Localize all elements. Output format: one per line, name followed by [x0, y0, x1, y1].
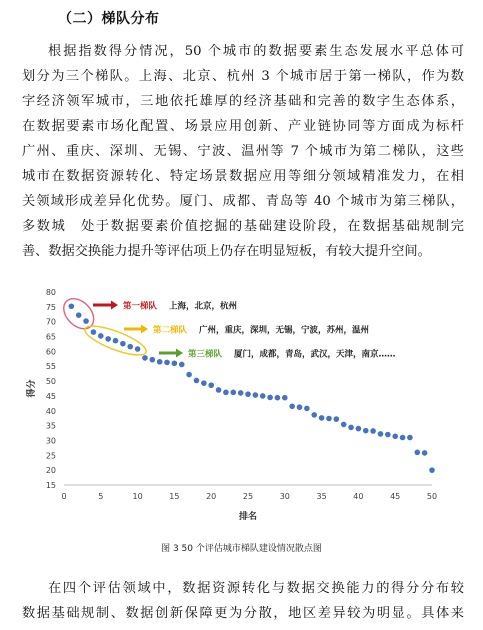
- data-point: [267, 395, 273, 401]
- tier-scatter-chart: [20, 280, 460, 530]
- data-point: [289, 404, 295, 410]
- data-point: [201, 380, 207, 386]
- data-point: [76, 312, 82, 318]
- data-point: [275, 395, 281, 401]
- x-axis-title: 排名: [238, 512, 258, 522]
- y-tick-label: 25: [45, 451, 56, 461]
- data-point: [179, 362, 185, 368]
- data-point: [363, 428, 369, 434]
- x-tick-label: 35: [316, 492, 327, 501]
- x-tick-label: 25: [242, 492, 254, 501]
- paragraph-line: 划分为三个梯队。上海、北京、杭州 3 个城市居于第一梯队，作为数: [22, 69, 464, 84]
- section-heading: （二）梯队分布: [58, 11, 160, 27]
- tier2-label: 第二梯队: [153, 325, 188, 336]
- paragraph-distribution: [22, 576, 464, 626]
- data-point: [69, 303, 75, 309]
- data-point: [223, 390, 229, 396]
- data-point: [164, 360, 170, 366]
- data-point: [429, 467, 435, 473]
- x-tick-label: 0: [61, 492, 67, 501]
- x-tick-label: 45: [390, 492, 401, 501]
- data-point: [113, 338, 119, 344]
- data-point: [120, 341, 126, 347]
- x-tick-label: 5: [98, 492, 104, 501]
- paragraph-line: 在四个评估领域中，数据资源转化与数据交换能力的得分分布较: [48, 581, 464, 596]
- y-tick-label: 50: [45, 377, 56, 387]
- data-point: [392, 434, 398, 440]
- scatter-plot: [20, 280, 460, 530]
- data-point: [172, 360, 178, 366]
- data-point: [142, 355, 148, 361]
- data-point: [216, 387, 222, 393]
- data-point: [238, 390, 244, 396]
- paragraph-line: 数据基础规制、数据创新保障更为分散，地区差异较为明显。具体来: [22, 606, 464, 621]
- data-point: [326, 416, 332, 422]
- data-point: [334, 416, 340, 422]
- paragraph-line: 在数据要素市场化配置、场景应用创新、产业链协同等方面成为标杆: [22, 119, 464, 134]
- y-tick-label: 80: [45, 288, 56, 297]
- tier2-cities: 广州，重庆，深圳，无锡，宁波，苏州，温州: [199, 325, 370, 336]
- data-point: [253, 392, 259, 398]
- figure-caption: 图 3 50 个评估城市梯队建设情况散点图: [161, 544, 322, 554]
- data-point: [282, 395, 288, 401]
- data-point: [304, 406, 310, 412]
- paragraph-line: 多数城 处于数据要素价值挖掘的基础建设阶段，在数据基础规制完: [22, 219, 464, 234]
- paragraph-line: 字经济领军城市，三地依托雄厚的经济基础和完善的数字生态体系，: [22, 94, 464, 109]
- data-point: [407, 435, 413, 441]
- x-tick-label: 20: [206, 492, 217, 501]
- data-point: [400, 435, 406, 441]
- data-point: [230, 390, 236, 396]
- x-tick-label: 15: [169, 492, 180, 501]
- data-point: [370, 428, 376, 434]
- data-point: [150, 357, 156, 363]
- paragraph-line: 广州、重庆、深圳、无锡、宁波、温州等 7 个城市为第二梯队，这些: [22, 144, 464, 159]
- x-tick-label: 40: [353, 492, 364, 501]
- data-point: [356, 426, 362, 432]
- y-tick-label: 75: [45, 302, 56, 312]
- data-point: [385, 432, 391, 438]
- data-point: [208, 382, 214, 388]
- data-point: [311, 412, 317, 418]
- paragraph-tier-summary: [22, 39, 464, 264]
- y-tick-label: 60: [45, 347, 56, 357]
- y-tick-label: 65: [45, 332, 56, 342]
- paragraph-line: 善、数据交换能力提升等评估项上仍存在明显短板，有较大提升空间。: [22, 244, 431, 259]
- data-point: [422, 450, 428, 456]
- paragraph-line: 根据指数得分情况，50 个城市的数据要素生态发展水平总体可: [48, 44, 464, 59]
- y-tick-label: 70: [45, 317, 56, 327]
- y-tick-label: 15: [45, 481, 56, 490]
- data-point: [260, 393, 266, 399]
- data-point: [194, 378, 200, 384]
- y-tick-label: 35: [45, 421, 56, 431]
- paragraph-line: 城市在数据资源转化、特定场景数据应用等细分领域精准发力，在相: [22, 169, 464, 184]
- data-point: [341, 422, 347, 428]
- x-tick-label: 30: [279, 492, 290, 501]
- data-point: [186, 372, 192, 378]
- data-point: [319, 415, 325, 421]
- y-tick-label: 40: [45, 406, 56, 416]
- data-point: [297, 404, 303, 410]
- y-tick-label: 30: [45, 436, 56, 446]
- data-point: [83, 318, 89, 324]
- paragraph-line: 关领域形成差异化优势。厦门、成都、青岛等 40 个城市为第三梯队，: [22, 194, 464, 209]
- tier3-cities: 厦门，成都，青岛，武汉，天津，南京……: [234, 349, 396, 360]
- tier1-cities: 上海，北京，杭州: [169, 301, 238, 312]
- data-point: [105, 336, 111, 342]
- data-point: [157, 359, 163, 365]
- tier3-arrow-head: [176, 349, 183, 358]
- y-tick-label: 55: [45, 362, 56, 372]
- tier1-label: 第一梯队: [123, 301, 158, 312]
- data-point: [378, 431, 384, 437]
- y-tick-label: 20: [45, 466, 56, 476]
- tier2-arrow-head: [141, 325, 148, 334]
- data-point: [414, 450, 420, 456]
- x-tick-label: 50: [426, 492, 438, 501]
- x-tick-label: 10: [132, 492, 143, 501]
- data-point: [135, 346, 141, 352]
- y-tick-label: 45: [45, 391, 56, 401]
- data-point: [127, 344, 133, 350]
- y-axis-title: 得分: [27, 379, 37, 398]
- data-point: [348, 425, 354, 431]
- data-point: [91, 329, 97, 335]
- data-point: [98, 333, 104, 339]
- tier3-label: 第三梯队: [188, 349, 223, 360]
- data-point: [245, 391, 251, 397]
- tier1-arrow-head: [111, 301, 118, 310]
